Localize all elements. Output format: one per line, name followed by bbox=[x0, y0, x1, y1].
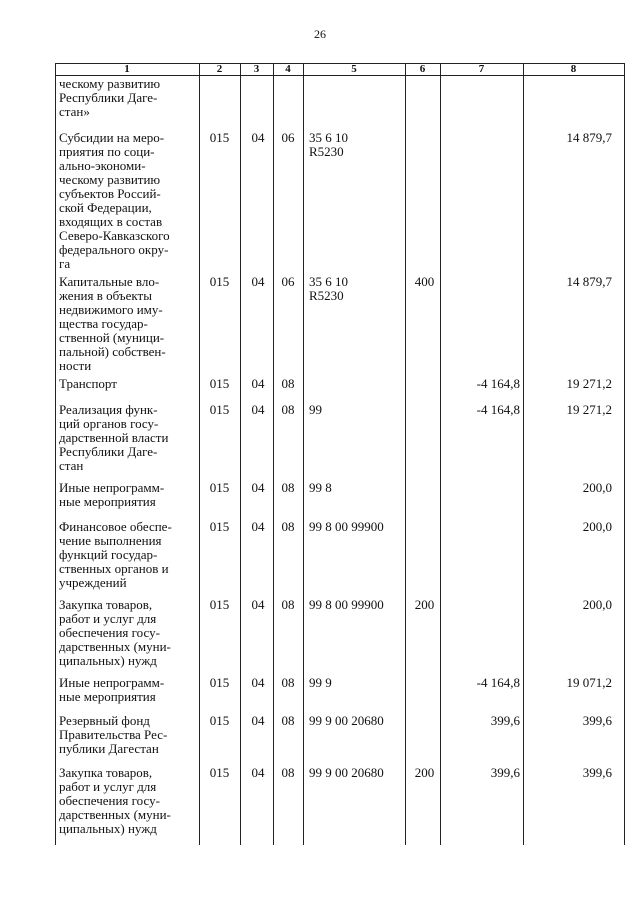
col-8-value: 19 271,2 bbox=[566, 376, 612, 391]
row-name: Закупка товаров, работ и услуг для обеспечения госу- дарственных (муни- ципальных) нужд bbox=[59, 765, 171, 836]
col-5-value: 99 8 bbox=[309, 480, 332, 495]
col-5-value: 99 9 bbox=[309, 675, 332, 690]
row-name: Иные непрограмм- ные мероприятия bbox=[59, 480, 165, 509]
col-2-value: 015 bbox=[209, 675, 230, 690]
col-5-value: 99 bbox=[309, 402, 322, 417]
col-4-value: 06 bbox=[281, 130, 295, 145]
col-3-value: 04 bbox=[251, 765, 265, 780]
row-name: Капитальные вло- жения в объекты недвижимого иму- щества государ- ственной (муници- пальной) собствен- ности bbox=[59, 274, 166, 373]
col-2-value: 015 bbox=[209, 519, 230, 534]
col-6-value: 200 bbox=[414, 597, 435, 612]
col-4-value: 08 bbox=[281, 376, 295, 391]
col-2-value: 015 bbox=[209, 713, 230, 728]
col-border bbox=[624, 63, 625, 845]
col-2-value: 015 bbox=[209, 765, 230, 780]
col-8-value: 14 879,7 bbox=[566, 130, 612, 145]
col-3-value: 04 bbox=[251, 130, 265, 145]
col-4-value: 08 bbox=[281, 402, 295, 417]
col-7-value: -4 164,8 bbox=[476, 376, 520, 391]
col-2-value: 015 bbox=[209, 376, 230, 391]
col-5-value: 99 8 00 99900 bbox=[309, 597, 384, 612]
col-3-value: 04 bbox=[251, 519, 265, 534]
col-8-value: 399,6 bbox=[582, 765, 612, 780]
col-7-value: 399,6 bbox=[490, 765, 520, 780]
col-2-value: 015 bbox=[209, 402, 230, 417]
header-col-1: 1 bbox=[124, 63, 130, 75]
header-col-5: 5 bbox=[351, 63, 357, 75]
col-2-value: 015 bbox=[209, 597, 230, 612]
col-border bbox=[523, 63, 524, 845]
col-3-value: 04 bbox=[251, 480, 265, 495]
col-3-value: 04 bbox=[251, 274, 265, 289]
row-name: Субсидии на меро- приятия по соци- ально-экономи- ческому развитию субъектов Россий- ской Федерации, входящих в состав Северо-Кавказского федерального окру- га bbox=[59, 130, 170, 271]
col-5-value: 99 9 00 20680 bbox=[309, 765, 384, 780]
col-4-value: 08 bbox=[281, 597, 295, 612]
col-5-value: 99 8 00 99900 bbox=[309, 519, 384, 534]
header-col-6: 6 bbox=[419, 63, 426, 75]
col-border bbox=[240, 63, 241, 845]
col-4-value: 06 bbox=[281, 274, 295, 289]
row-name: Резервный фонд Правительства Рес- публики Дагестан bbox=[59, 713, 168, 756]
col-3-value: 04 bbox=[251, 402, 265, 417]
col-4-value: 08 bbox=[281, 713, 295, 728]
col-7-value: -4 164,8 bbox=[476, 402, 520, 417]
col-3-value: 04 bbox=[251, 597, 265, 612]
col-4-value: 08 bbox=[281, 519, 295, 534]
col-8-value: 19 071,2 bbox=[566, 675, 612, 690]
header-col-4: 4 bbox=[285, 63, 291, 75]
header-col-3: 3 bbox=[253, 63, 260, 75]
col-4-value: 08 bbox=[281, 480, 295, 495]
col-4-value: 08 bbox=[281, 765, 295, 780]
col-2-value: 015 bbox=[209, 480, 230, 495]
col-2-value: 015 bbox=[209, 274, 230, 289]
row-name: Закупка товаров, работ и услуг для обеспечения госу- дарственных (муни- ципальных) нужд bbox=[59, 597, 171, 668]
col-7-value: 399,6 bbox=[490, 713, 520, 728]
col-6-value: 200 bbox=[414, 765, 435, 780]
col-3-value: 04 bbox=[251, 713, 265, 728]
col-5-value: 35 6 10 R5230 bbox=[309, 274, 348, 303]
row-name: ческому развитию Республики Даге- стан» bbox=[59, 76, 161, 119]
col-border bbox=[55, 63, 56, 845]
header-col-7: 7 bbox=[478, 63, 485, 75]
col-5-value: 99 9 00 20680 bbox=[309, 713, 384, 728]
col-3-value: 04 bbox=[251, 376, 265, 391]
row-name: Реализация функ- ций органов госу- дарственной власти Республики Даге- стан bbox=[59, 402, 169, 473]
col-6-value: 400 bbox=[414, 274, 435, 289]
col-4-value: 08 bbox=[281, 675, 295, 690]
header-col-2: 2 bbox=[216, 63, 223, 75]
col-8-value: 19 271,2 bbox=[566, 402, 612, 417]
col-3-value: 04 bbox=[251, 675, 265, 690]
col-border bbox=[303, 63, 304, 845]
row-name: Финансовое обеспе- чение выполнения функций государ- ственных органов и учреждений bbox=[59, 519, 172, 590]
col-2-value: 015 bbox=[209, 130, 230, 145]
col-8-value: 399,6 bbox=[582, 713, 612, 728]
col-5-value: 35 6 10 R5230 bbox=[309, 130, 348, 159]
row-name: Иные непрограмм- ные мероприятия bbox=[59, 675, 165, 704]
col-8-value: 200,0 bbox=[582, 519, 612, 534]
col-8-value: 200,0 bbox=[582, 480, 612, 495]
page-number: 26 bbox=[314, 27, 326, 41]
col-8-value: 14 879,7 bbox=[566, 274, 612, 289]
col-8-value: 200,0 bbox=[582, 597, 612, 612]
header-col-8: 8 bbox=[570, 63, 577, 75]
col-7-value: -4 164,8 bbox=[476, 675, 520, 690]
row-name: Транспорт bbox=[59, 376, 117, 391]
